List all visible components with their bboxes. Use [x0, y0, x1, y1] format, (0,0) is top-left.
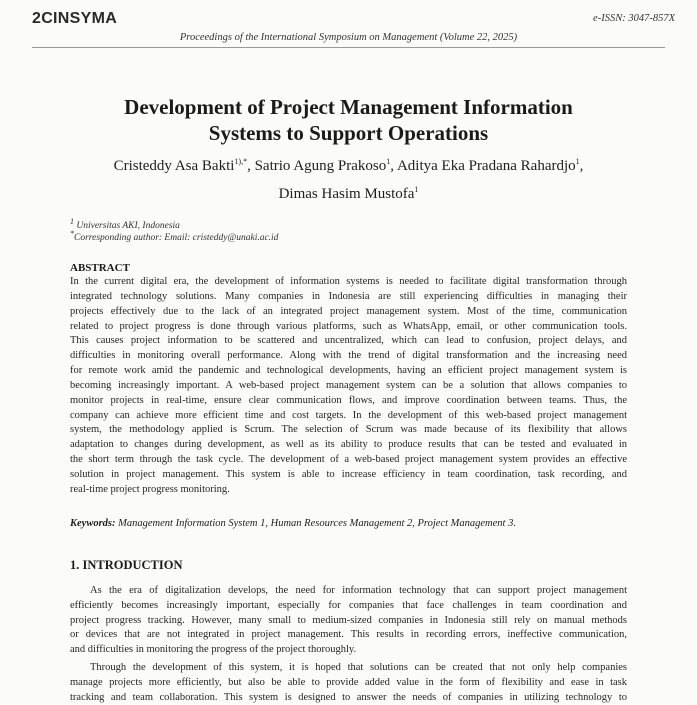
text-line: becoming increasingly important. A web-based project management system can be a solution that allows companies to — [70, 379, 627, 391]
author-name: Dimas Hasim Mustofa — [278, 186, 415, 202]
text-line: real-time project progress monitoring. — [70, 483, 230, 495]
proceedings-line: Proceedings of the International Symposium on Management (Volume 22, 2025) — [179, 32, 518, 43]
title-line-1: Development of Project Management Information — [124, 95, 573, 119]
author-line-2 — [60, 180, 637, 208]
corresponding-sup: * — [70, 228, 74, 238]
author-sup: 1 — [386, 157, 391, 166]
author-sup: 1),* — [234, 157, 248, 166]
text-line: In the current digital era, the development of information systems is needed to facilitate digital transformation through — [70, 276, 627, 287]
text-line: system, the methodology applied is Scrum. The selection of Scrum was made because of its flexibility that allows — [70, 424, 627, 436]
text-line: monitor projects in real-time, ensure clear communication flows, and improve coordination between teams. Thus, the — [70, 394, 627, 406]
text-line: adaptation to changes during development, as well as its ability to produce results that can be tested and evaluated in — [70, 439, 627, 451]
introduction-paragraph-2 — [70, 661, 627, 705]
text-line: or devices that are not integrated in project management. This results in recording errors, ineffective communication, — [70, 629, 627, 641]
text-line: related to project progress is done through various platforms, such as WhatsApp, email, or other communication tools. — [70, 320, 627, 332]
text-line: tracking and team collaboration. This system is designed to answer the needs of companies in utilizing technology to — [70, 691, 627, 703]
header-divider — [32, 47, 665, 48]
author-list — [60, 152, 637, 208]
author-line-1 — [60, 152, 637, 180]
text-line: company can achieve more efficient time and cost targets. In the development of this web-based project management — [70, 409, 627, 421]
abstract-body — [70, 275, 627, 498]
text-line: projects effectively due to the lack of an integrated project management system. Most of the time, communication — [70, 305, 627, 317]
text-line: difficulties in monitoring overall performance. Along with the trend of digital transformation and the increasing need — [70, 350, 627, 362]
author-sep: , — [247, 158, 255, 174]
author-sep: , — [390, 158, 397, 174]
keywords-label: Keywords: — [70, 518, 116, 529]
text-line: solution in project management. This system is able to increase efficiency in team coordination, task recording, and — [70, 468, 627, 480]
corresponding-text: Corresponding author: Email: cristeddy@unaki.ac.id — [74, 233, 279, 243]
text-line: for remote work amid the pandemic and technological developments, having an efficient project management system is — [70, 365, 627, 377]
text-line: integrated technology solutions. Many companies in Indonesia are still experiencing difficulties in managing their — [70, 290, 627, 302]
title-line-2: Systems to Support Operations — [208, 121, 489, 145]
affiliations — [70, 216, 279, 244]
text-line: As the era of digitalization develops, the need for information technology that can support project management — [90, 585, 627, 596]
text-line: efficiently becomes increasingly important, especially for companies that face challenges in team coordination and — [70, 599, 627, 611]
author-name: Cristeddy Asa Bakti — [113, 158, 235, 174]
text-line: project progress tracking. However, many small to medium-sized companies in Indonesia still rely on manual methods — [70, 614, 627, 626]
author-sup: 1 — [575, 157, 580, 166]
keywords-line — [70, 518, 627, 529]
paper-title — [40, 94, 657, 146]
text-line: manage projects more efficiently, but also be able to provide added value in the form of flexibility and ease in task — [70, 676, 627, 688]
journal-logo: 2CINSYMA — [32, 10, 118, 27]
affiliation-text: Universitas AKI, Indonesia — [76, 221, 180, 231]
section-heading-introduction: 1. INTRODUCTION — [70, 558, 183, 572]
author-sup: 1 — [414, 185, 419, 194]
author-name: Aditya Eka Pradana Rahardjo — [396, 158, 576, 174]
affiliation-sup: 1 — [70, 216, 74, 226]
corresponding-author-line — [70, 228, 279, 244]
text-line: and difficulties in monitoring the progress of the project thoroughly. — [70, 644, 357, 656]
author-sep: , — [579, 158, 584, 174]
author-name: Satrio Agung Prakoso — [254, 158, 387, 174]
text-line: Through the development of this system, it is hoped that solutions can be created that not only help companies — [90, 662, 627, 673]
introduction-paragraph-1 — [70, 584, 627, 658]
text-line: This causes project information to be scattered and uncentralized, which can lead to confusion, project delays, and — [70, 335, 627, 347]
text-line: the short term through the task cycle. The development of a web-based project management system provides an effective — [70, 454, 627, 466]
affiliation-line — [70, 216, 278, 232]
keywords-text: Management Information System 1, Human Resources Management 2, Project Management 3. — [115, 518, 516, 529]
issn-label: e-ISSN: 3047-857X — [593, 13, 675, 24]
abstract-heading: ABSTRACT — [70, 262, 130, 274]
